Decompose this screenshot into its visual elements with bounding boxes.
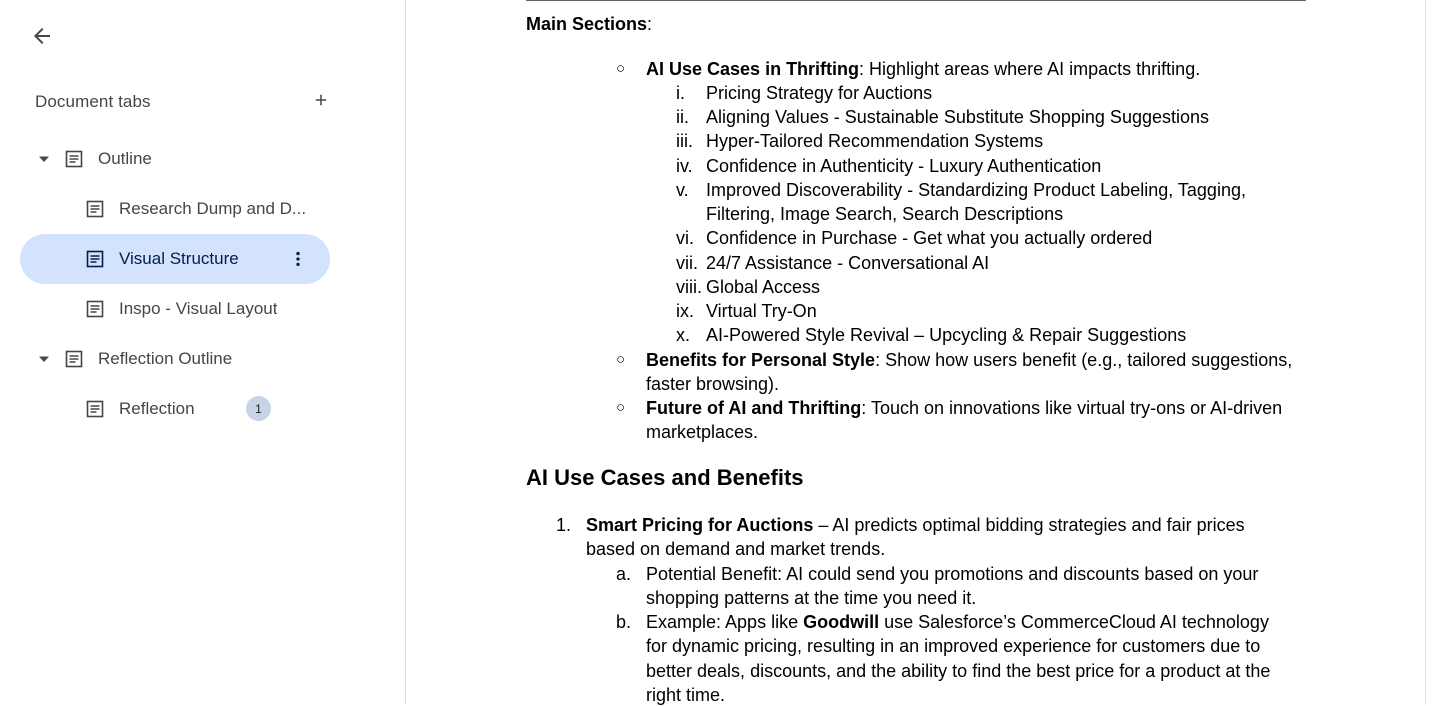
roman-marker: iv. xyxy=(676,156,693,176)
document-icon xyxy=(64,349,84,369)
roman-marker: ii. xyxy=(676,107,689,127)
roman-marker: ix. xyxy=(676,301,694,321)
sub-item-continued: better deals, discounts, and the ability to find the best price for a product at the xyxy=(646,661,1271,681)
item-continued: based on demand and market trends. xyxy=(586,539,886,559)
roman-item: Pricing Strategy for Auctions xyxy=(706,83,933,103)
section-heading: AI Use Cases and Benefits xyxy=(526,465,804,490)
roman-item: Improved Discoverability - Standardizing Product Labeling, Tagging, xyxy=(706,180,1246,200)
bullet-bold: Future of AI and Thrifting xyxy=(646,398,862,418)
tab-label: Outline xyxy=(98,149,152,168)
roman-marker: i. xyxy=(676,83,685,103)
tab-reflection[interactable] xyxy=(20,384,330,434)
main-sections-label: Main Sections xyxy=(526,14,648,34)
roman-marker: iii. xyxy=(676,131,693,151)
bullet-continued: faster browsing). xyxy=(646,374,780,394)
roman-item: 24/7 Assistance - Conversational AI xyxy=(706,253,990,273)
tab-label: Reflection xyxy=(119,399,195,418)
roman-item: Virtual Try-On xyxy=(706,301,817,321)
document-tabs-sidebar xyxy=(0,0,405,705)
example-bold: Goodwill xyxy=(803,612,880,632)
item-smart-pricing xyxy=(586,514,1245,536)
sub-item-continued: shopping patterns at the time you need it. xyxy=(646,588,977,608)
bullet-ai-use-cases xyxy=(646,58,1200,80)
bullet-continued: marketplaces. xyxy=(646,422,759,442)
bullet-marker: ○ xyxy=(616,399,626,416)
roman-marker: viii. xyxy=(676,277,702,297)
bullet-marker: ○ xyxy=(616,60,626,77)
roman-item: Aligning Values - Sustainable Substitute Shopping Suggestions xyxy=(706,107,1210,127)
number-marker: 1. xyxy=(556,515,572,535)
bullet-text: : Show how users benefit (e.g., tailored suggestions, xyxy=(875,350,1293,370)
bullet-text: : Touch on innovations like virtual try-ons or AI-driven xyxy=(861,398,1283,418)
tab-research-dump[interactable] xyxy=(20,184,330,234)
tab-label: Reflection Outline xyxy=(98,349,233,368)
letter-marker: a. xyxy=(616,564,632,584)
roman-item: Global Access xyxy=(706,277,821,297)
roman-marker: vi. xyxy=(676,228,694,248)
roman-marker: x. xyxy=(676,325,691,345)
caret-down-icon[interactable] xyxy=(37,152,51,166)
sidebar-divider xyxy=(405,0,406,705)
bullet-benefits-personal-style xyxy=(646,349,1292,371)
tab-label: Research Dump and D... xyxy=(119,199,307,218)
add-icon xyxy=(312,91,330,114)
document-icon xyxy=(85,399,105,419)
tab-reflection-outline[interactable] xyxy=(20,334,330,384)
bullet-text: : Highlight areas where AI impacts thrifting. xyxy=(859,59,1201,79)
roman-item: AI-Powered Style Revival – Upcycling & Repair Suggestions xyxy=(706,325,1187,345)
sub-item-continued: for dynamic pricing, resulting in an improved experience for customers due to xyxy=(646,636,1261,656)
document-icon xyxy=(85,249,105,269)
back-button[interactable] xyxy=(22,18,62,58)
bullet-marker: ○ xyxy=(616,351,626,368)
roman-marker: vii. xyxy=(676,253,698,273)
sub-item-example xyxy=(646,611,1269,633)
document-body[interactable] xyxy=(526,0,1326,705)
item-bold: Smart Pricing for Auctions xyxy=(586,515,814,535)
more-vert-icon[interactable] xyxy=(288,249,308,269)
roman-item-continued: Filtering, Image Search, Search Descriptions xyxy=(706,204,1064,224)
bullet-future-ai-thrifting xyxy=(646,397,1282,419)
tab-label: Inspo - Visual Layout xyxy=(119,299,278,318)
document-icon xyxy=(85,199,105,219)
tab-label: Visual Structure xyxy=(119,249,239,268)
tab-visual-structure[interactable] xyxy=(20,234,330,284)
roman-marker: v. xyxy=(676,180,689,200)
sub-item-potential-benefit: Potential Benefit: AI could send you promotions and discounts based on your xyxy=(646,564,1259,584)
sub-item-continued: right time. xyxy=(646,685,726,705)
colon: : xyxy=(647,14,653,34)
comment-count-badge: 1 xyxy=(246,396,271,421)
arrow-back-icon xyxy=(30,24,54,53)
item-text: – AI predicts optimal bidding strategies and fair prices xyxy=(813,515,1245,535)
document-tabs-title: Document tabs xyxy=(35,92,151,111)
document-tabs-header xyxy=(35,88,325,116)
roman-item: Confidence in Authenticity - Luxury Authentication xyxy=(706,156,1102,176)
document-icon xyxy=(64,149,84,169)
example-text: Example: Apps like xyxy=(646,612,804,632)
bullet-bold: Benefits for Personal Style xyxy=(646,350,876,370)
bullet-bold: AI Use Cases in Thrifting xyxy=(646,59,860,79)
document-icon xyxy=(85,299,105,319)
roman-item: Hyper-Tailored Recommendation Systems xyxy=(706,131,1044,151)
tab-inspo-visual-layout[interactable] xyxy=(20,284,330,334)
tab-outline[interactable] xyxy=(20,134,330,184)
caret-down-icon[interactable] xyxy=(37,352,51,366)
roman-item: Confidence in Purchase - Get what you actually ordered xyxy=(706,228,1153,248)
letter-marker: b. xyxy=(616,612,632,632)
page-right-edge xyxy=(1425,0,1426,705)
main-sections-line xyxy=(526,13,652,35)
example-text: use Salesforce’s CommerceCloud AI technology xyxy=(879,612,1269,632)
add-tab-button[interactable] xyxy=(305,86,337,118)
